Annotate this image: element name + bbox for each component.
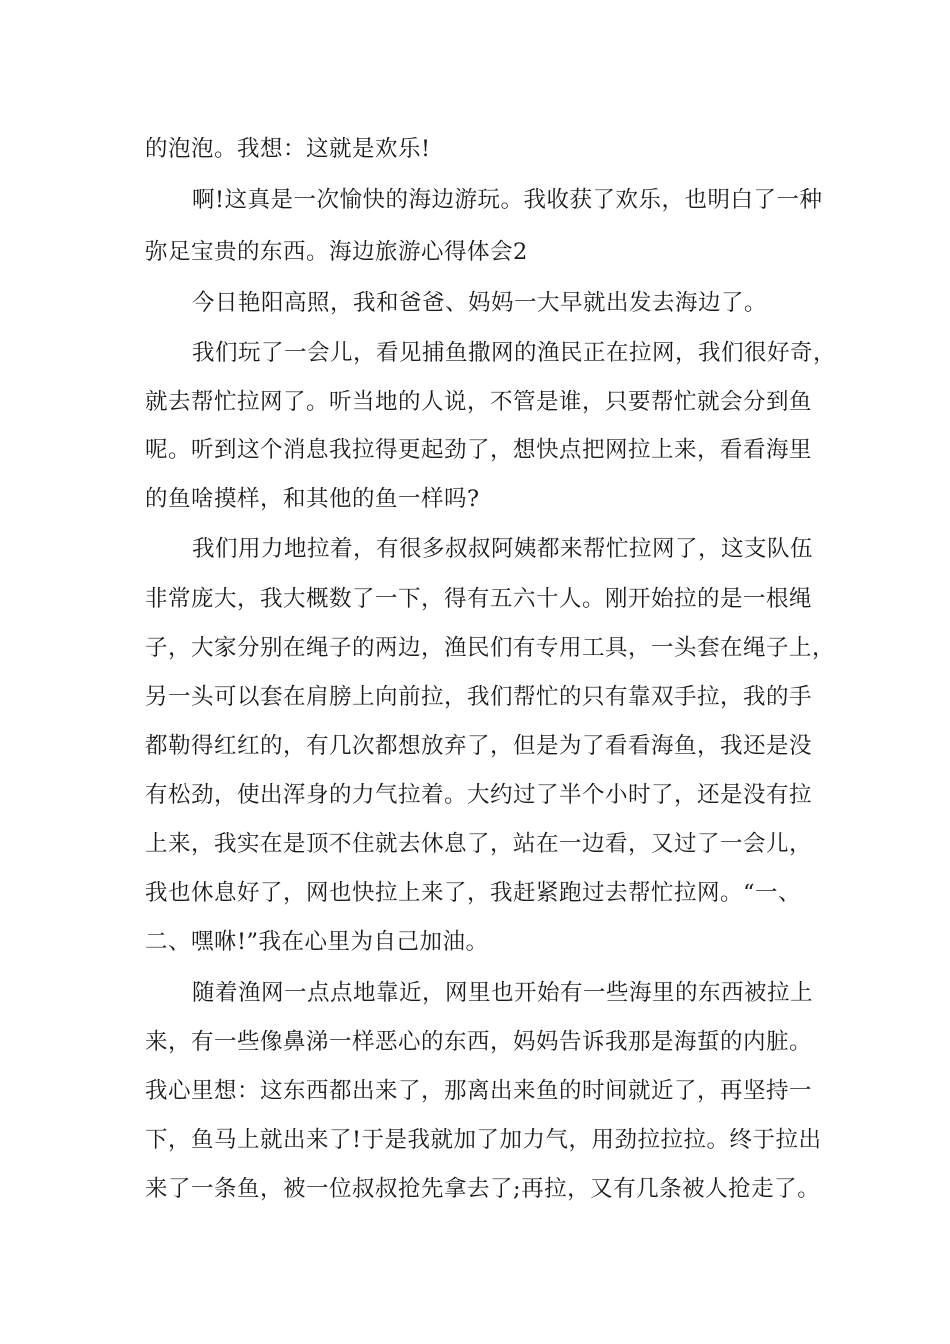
text-line: 下，鱼马上就出来了!于是我就加了加力气，用劲拉拉拉。终于拉出 xyxy=(145,1127,822,1153)
text-line: 二、嘿咻!”我在心里为自己加油。 xyxy=(145,929,489,955)
text-line: 的鱼啥摸样，和其他的鱼一样吗? xyxy=(145,486,480,512)
text-line: 我们玩了一会儿，看见捕鱼撒网的渔民正在拉网，我们很好奇， xyxy=(192,340,837,366)
text-line: 呢。听到这个消息我拉得更起劲了，想快点把网拉上来，看看海里 xyxy=(145,437,813,463)
text-line: 来，有一些像鼻涕一样恶心的东西，妈妈告诉我那是海蜇的内脏。 xyxy=(145,1029,813,1055)
text-line: 都勒得红红的，有几次都想放弃了，但是为了看看海鱼，我还是没 xyxy=(145,733,813,759)
text-line: 上来，我实在是顶不住就去休息了，站在一边看，又过了一会儿， xyxy=(145,831,813,857)
text-line: 我们用力地拉着，有很多叔叔阿姨都来帮忙拉网了，这支队伍 xyxy=(192,536,814,562)
text-line: 就去帮忙拉网了。听当地的人说，不管是谁，只要帮忙就会分到鱼 xyxy=(145,389,813,415)
text-line: 子，大家分别在绳子的两边，渔民们有专用工具，一头套在绳子上， xyxy=(145,635,836,661)
text-line: 有松劲，使出浑身的力气拉着。大约过了半个小时了，还是没有拉 xyxy=(145,782,813,808)
text-line: 我也休息好了，网也快拉上来了，我赶紧跑过去帮忙拉网。“一、 xyxy=(145,880,802,906)
text-line: 啊!这真是一次愉快的海边游玩。我收获了欢乐，也明白了一种 xyxy=(192,187,823,213)
text-line: 来了一条鱼，被一位叔叔抢先拿去了;再拉，又有几条被人抢走了。 xyxy=(145,1176,821,1202)
text-line: 的泡泡。我想：这就是欢乐! xyxy=(145,136,431,162)
text-line: 今日艳阳高照，我和爸爸、妈妈一大早就出发去海边了。 xyxy=(192,290,768,316)
text-line: 我心里想：这东西都出来了，那离出来鱼的时间就近了，再坚持一 xyxy=(145,1078,813,1104)
text-line: 弥足宝贵的东西。海边旅游心得体会2 xyxy=(145,239,528,265)
text-line: 随着渔网一点点地靠近，网里也开始有一些海里的东西被拉上 xyxy=(192,980,814,1006)
text-line: 另一头可以套在肩膀上向前拉，我们帮忙的只有靠双手拉，我的手 xyxy=(145,684,813,710)
text-line: 非常庞大，我大概数了一下，得有五六十人。刚开始拉的是一根绳 xyxy=(145,586,813,612)
